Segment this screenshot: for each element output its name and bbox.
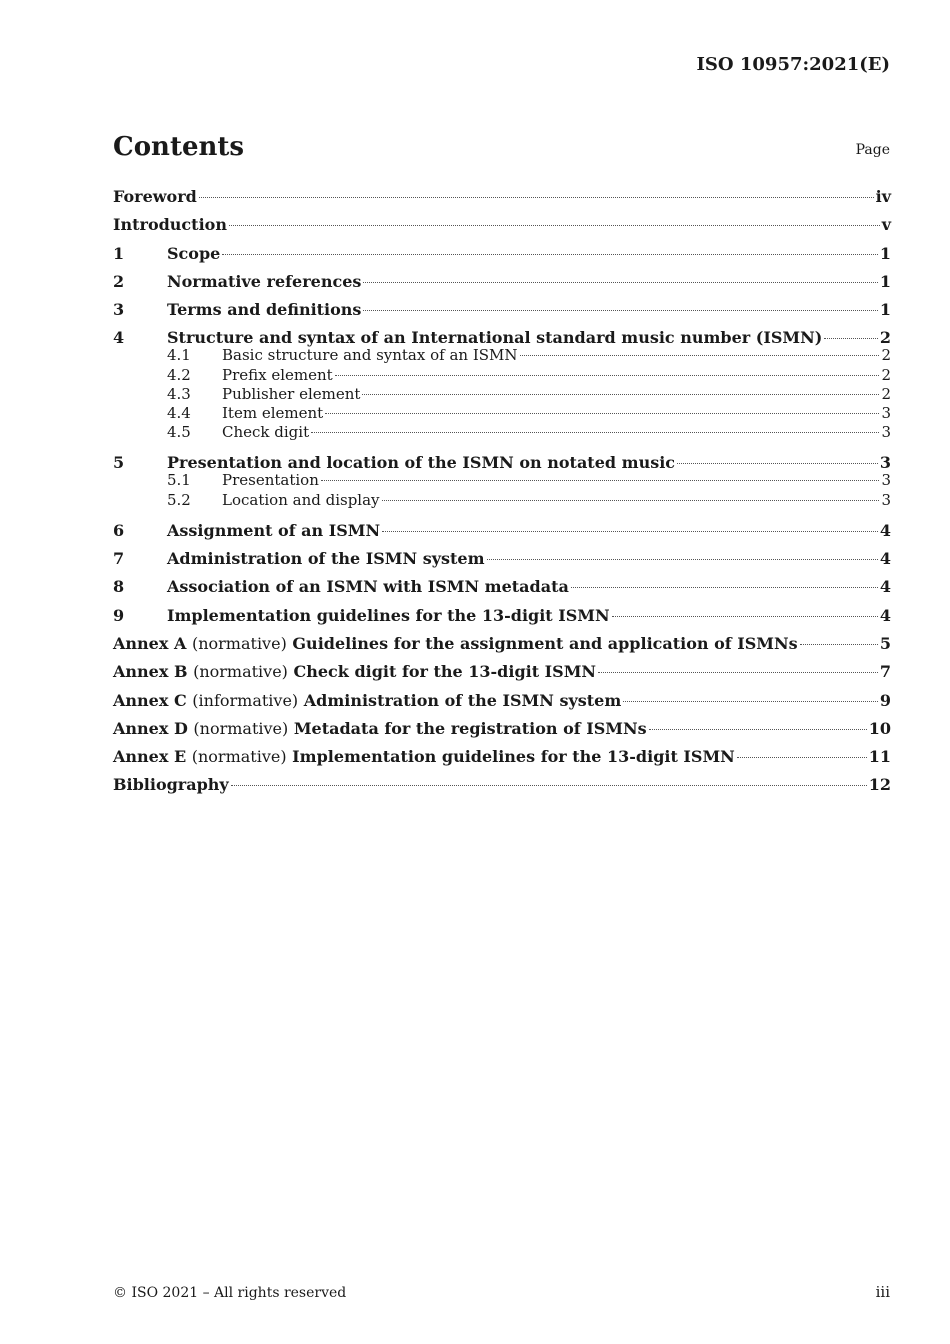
toc-page: 12 <box>868 775 891 795</box>
annex-id: Annex C <box>113 690 187 710</box>
toc-entry-annex-d[interactable] <box>113 717 891 745</box>
toc-label: Presentation <box>222 471 319 490</box>
toc-page: 1 <box>879 271 891 291</box>
leader-dots <box>571 587 878 588</box>
annex-title: Administration of the ISMN system <box>303 690 622 710</box>
annex-kind: (informative) <box>192 690 299 710</box>
toc-entry-assignment[interactable] <box>113 519 891 547</box>
leader-dots <box>520 355 880 356</box>
leader-dots <box>335 375 880 376</box>
toc-page: 3 <box>881 404 891 423</box>
leader-dots <box>325 413 879 414</box>
toc-number: 6 <box>113 520 125 540</box>
toc-subentry-4-2[interactable] <box>113 366 891 385</box>
toc-subentry-4-1[interactable] <box>113 346 891 365</box>
toc-label: Bibliography <box>113 775 229 795</box>
toc-page: 2 <box>881 346 891 365</box>
toc-label: Presentation and location of the ISMN on notated music <box>167 453 676 473</box>
toc-subentry-5-2[interactable] <box>113 491 891 510</box>
toc-page: 3 <box>879 453 891 473</box>
annex-id: Annex E <box>113 747 187 767</box>
toc-label: Structure and syntax of an International standard music number (ISMN) <box>167 328 823 348</box>
toc-number: 1 <box>113 243 125 263</box>
toc-number: 5 <box>113 453 125 473</box>
toc-label <box>113 717 647 741</box>
toc-label: Item element <box>222 404 324 423</box>
toc-label <box>113 632 798 656</box>
toc-subentry-4-4[interactable] <box>113 404 891 423</box>
toc-page: 5 <box>879 633 891 653</box>
annex-kind: (normative) <box>191 747 287 767</box>
toc-label: Normative references <box>167 271 362 291</box>
toc-entry-normative-references[interactable] <box>113 270 891 298</box>
leader-dots <box>222 254 878 255</box>
toc-entry-implementation[interactable] <box>113 604 891 632</box>
toc-number: 4.3 <box>167 384 191 403</box>
toc-page: 2 <box>881 365 891 384</box>
toc-label: Publisher element <box>222 384 361 403</box>
annex-kind: (normative) <box>191 633 287 653</box>
toc-page: 1 <box>879 243 891 263</box>
leader-dots <box>612 616 878 617</box>
annex-title: Metadata for the registration of ISMNs <box>293 718 647 738</box>
leader-dots <box>231 785 867 786</box>
toc-number: 3 <box>113 300 125 320</box>
toc-entry-foreword[interactable] <box>113 185 891 213</box>
toc-entry-annex-c[interactable] <box>113 689 891 717</box>
toc-page: 3 <box>881 490 891 509</box>
toc-label: Introduction <box>113 215 227 235</box>
toc-entry-terms-definitions[interactable] <box>113 298 891 326</box>
toc-label: Implementation guidelines for the 13-digit ISMN <box>167 605 610 625</box>
toc-page: iv <box>875 187 891 206</box>
toc-page: 1 <box>879 300 891 320</box>
toc-number: 8 <box>113 577 125 597</box>
toc-label: Association of an ISMN with ISMN metadata <box>167 577 569 597</box>
toc-label: Administration of the ISMN system <box>167 549 485 569</box>
toc-entry-bibliography[interactable] <box>113 773 891 801</box>
toc-subentry-4-5[interactable] <box>113 423 891 442</box>
toc-entry-annex-b[interactable] <box>113 660 891 688</box>
toc-page: 3 <box>881 471 891 490</box>
toc-label: Prefix element <box>222 365 333 384</box>
contents-title: Contents <box>113 132 245 162</box>
leader-dots <box>229 225 880 226</box>
toc-label <box>113 689 621 713</box>
leader-dots <box>362 394 879 395</box>
toc-entry-structure-syntax[interactable] <box>113 326 891 346</box>
toc-entry-scope[interactable] <box>113 242 891 270</box>
annex-title: Implementation guidelines for the 13-digit ISMN <box>292 747 735 767</box>
toc-entry-administration[interactable] <box>113 547 891 575</box>
leader-dots <box>800 644 878 645</box>
annex-id: Annex D <box>113 718 188 738</box>
toc-number: 7 <box>113 549 125 569</box>
leader-dots <box>677 463 878 464</box>
table-of-contents <box>113 185 891 802</box>
leader-dots <box>737 757 867 758</box>
toc-page: 9 <box>879 690 891 710</box>
annex-id: Annex A <box>113 633 187 653</box>
toc-number: 4 <box>113 328 125 348</box>
toc-page: 2 <box>881 384 891 403</box>
leader-dots <box>598 672 878 673</box>
toc-label: Location and display <box>222 490 380 509</box>
annex-kind: (normative) <box>193 662 288 682</box>
leader-dots <box>321 480 880 481</box>
leader-dots <box>649 729 867 730</box>
toc-number: 9 <box>113 605 125 625</box>
annex-id: Annex B <box>113 662 188 682</box>
toc-label: Terms and definitions <box>167 300 362 320</box>
annex-title: Guidelines for the assignment and application of ISMNs <box>292 633 798 653</box>
toc-subentry-5-1[interactable] <box>113 471 891 490</box>
leader-dots <box>311 432 879 433</box>
leader-dots <box>623 701 878 702</box>
toc-page: 4 <box>879 549 891 569</box>
toc-number: 2 <box>113 271 125 291</box>
toc-entry-annex-a[interactable] <box>113 632 891 660</box>
leader-dots <box>487 559 878 560</box>
toc-entry-introduction[interactable] <box>113 213 891 241</box>
annex-title: Check digit for the 13-digit ISMN <box>293 662 597 682</box>
toc-page: 4 <box>879 577 891 597</box>
leader-dots <box>824 338 878 339</box>
toc-page: 7 <box>879 662 891 682</box>
leader-dots <box>363 310 877 311</box>
annex-kind: (normative) <box>193 718 289 738</box>
toc-page: 2 <box>879 328 891 348</box>
toc-page: 4 <box>879 605 891 625</box>
toc-number: 4.1 <box>167 346 191 365</box>
toc-number: 4.4 <box>167 404 191 423</box>
toc-page: 11 <box>868 747 891 767</box>
toc-label: Basic structure and syntax of an ISMN <box>222 346 518 365</box>
leader-dots <box>199 197 874 198</box>
toc-entry-presentation-location[interactable] <box>113 451 891 471</box>
toc-page: 3 <box>881 423 891 442</box>
page-number: iii <box>875 1283 890 1301</box>
leader-dots <box>382 500 880 501</box>
page-column-label: Page <box>855 142 890 158</box>
toc-label: Foreword <box>113 187 197 206</box>
toc-label: Assignment of an ISMN <box>167 520 381 540</box>
toc-label: Scope <box>167 243 221 263</box>
toc-entry-annex-e[interactable] <box>113 745 891 773</box>
toc-number: 4.2 <box>167 365 191 384</box>
leader-dots <box>382 531 878 532</box>
toc-entry-association[interactable] <box>113 575 891 603</box>
toc-subentry-4-3[interactable] <box>113 385 891 404</box>
document-id: ISO 10957:2021(E) <box>696 54 890 75</box>
toc-number: 4.5 <box>167 423 191 442</box>
toc-page: v <box>881 215 891 235</box>
toc-number: 5.1 <box>167 471 191 490</box>
toc-page: 4 <box>879 520 891 540</box>
leader-dots <box>363 282 877 283</box>
toc-number: 5.2 <box>167 490 191 509</box>
toc-label: Check digit <box>222 423 310 442</box>
toc-label <box>113 660 596 684</box>
toc-label <box>113 745 735 769</box>
toc-page: 10 <box>868 718 891 738</box>
copyright-notice: © ISO 2021 – All rights reserved <box>113 1285 347 1301</box>
